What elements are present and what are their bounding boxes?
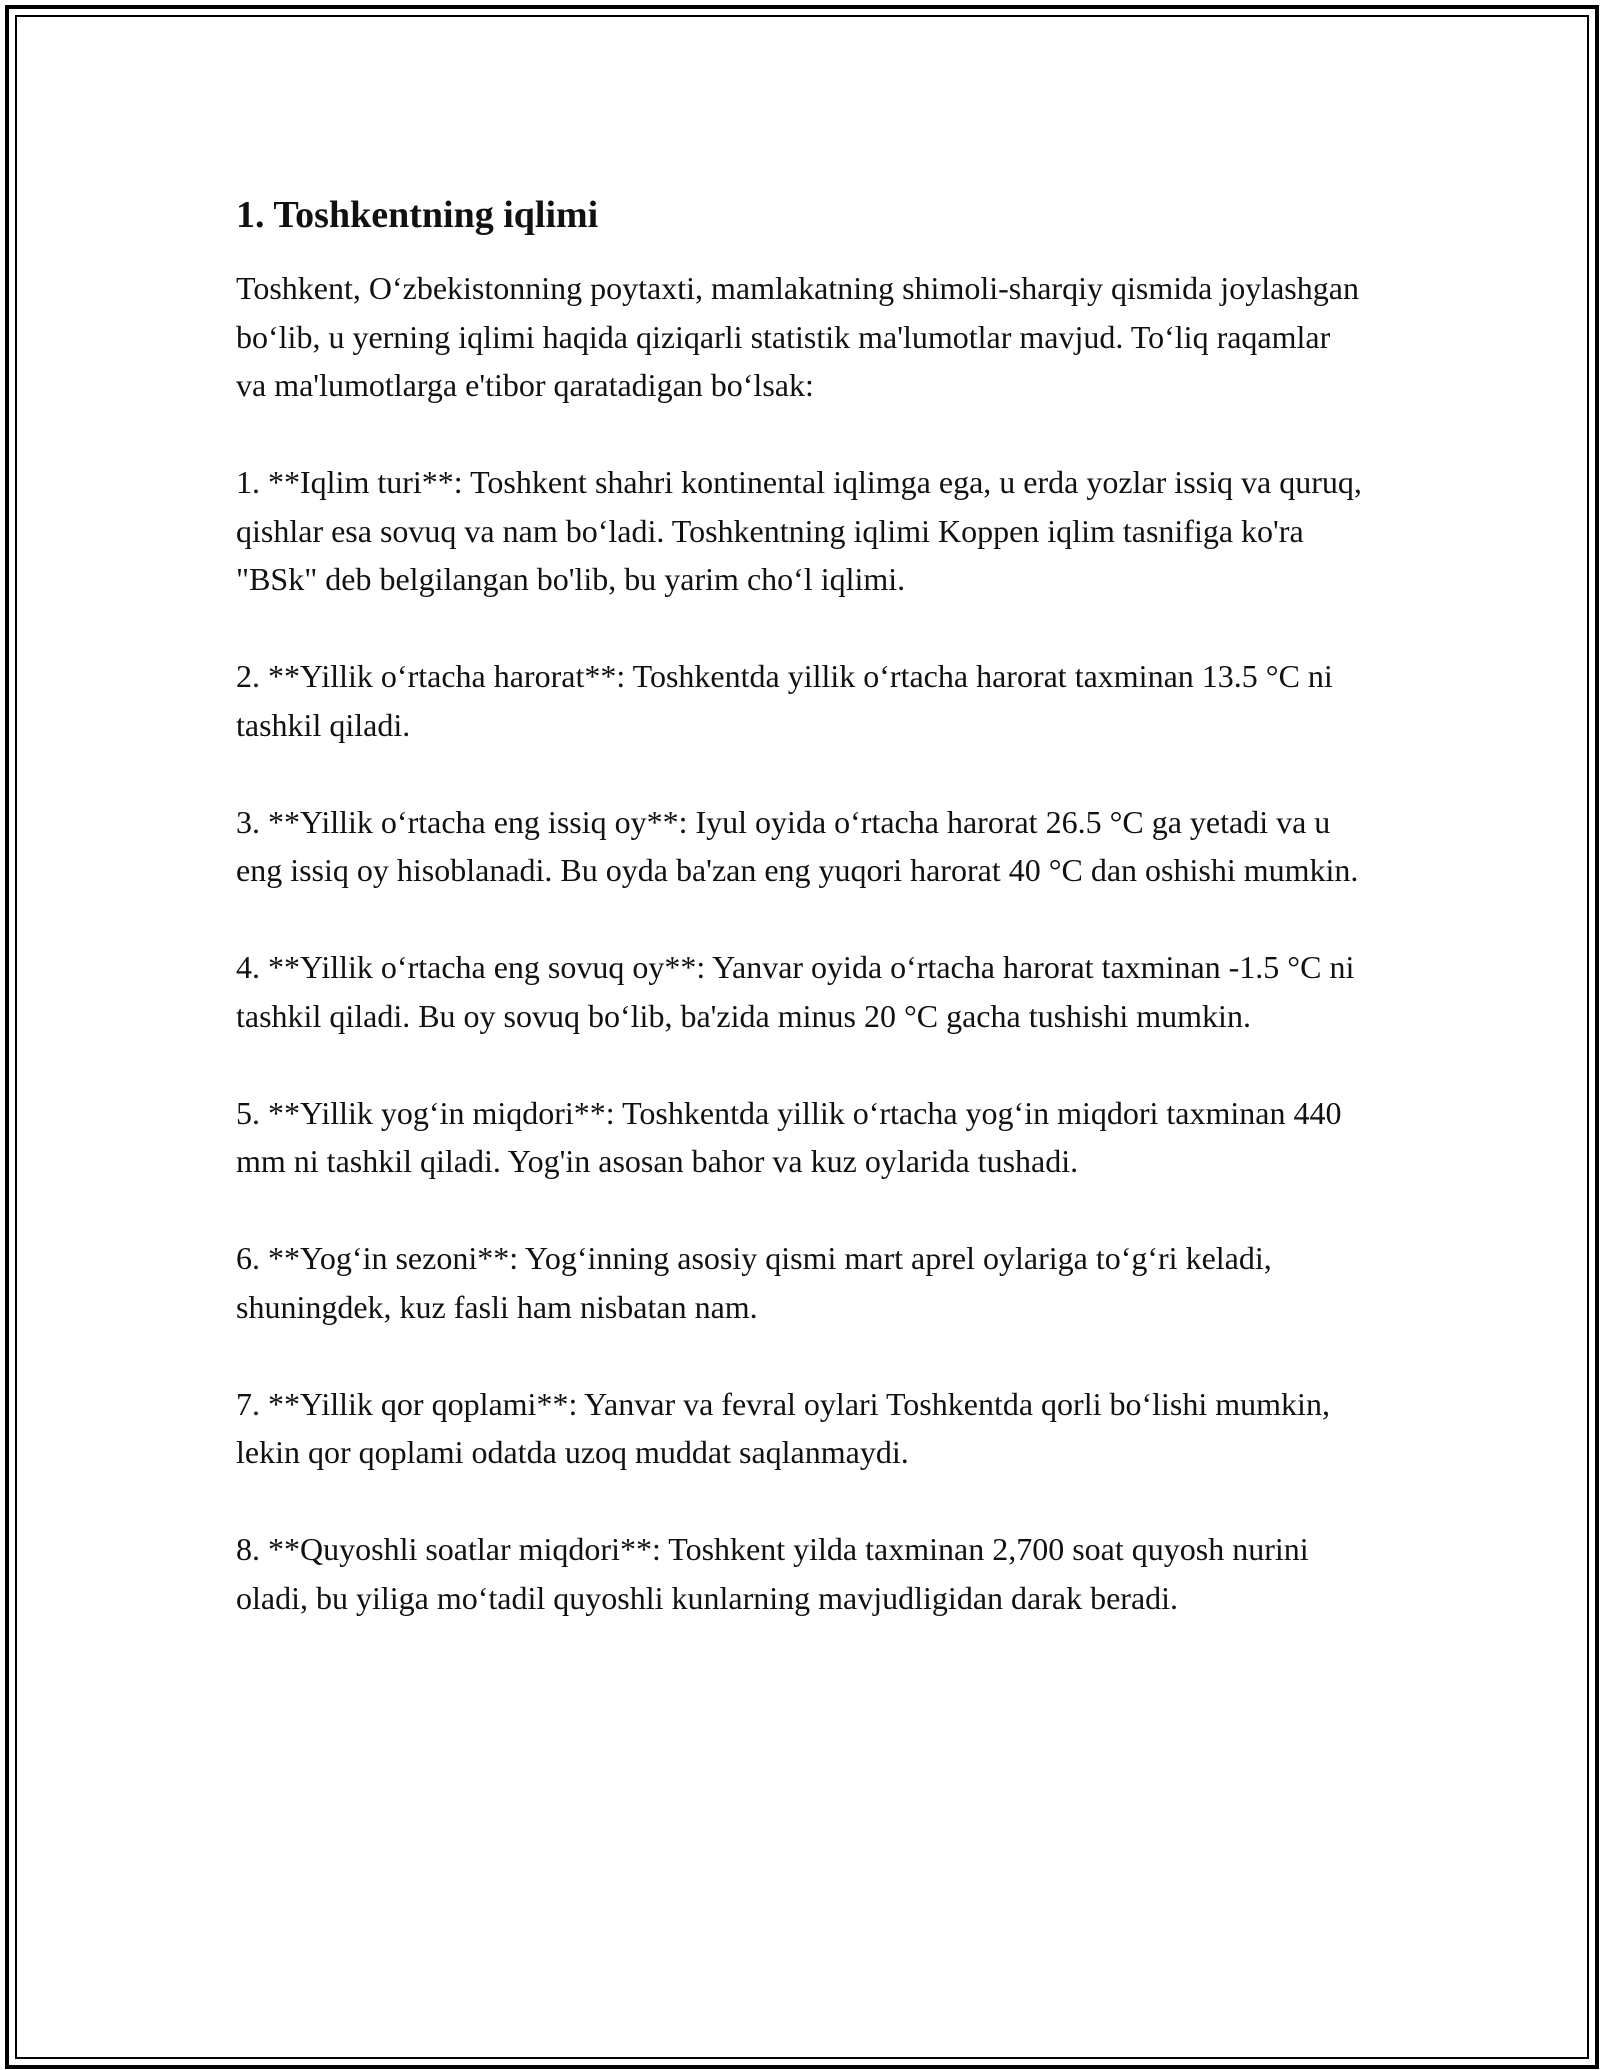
list-item-annual-precipitation: 5. **Yillik yog‘in miqdori**: Toshkentda yillik o‘rtacha yog‘in miqdori taxminan 440 mm ni tashkil qiladi. Yog'in asosan bahor va kuz oylarida tushadi.	[236, 1094, 1342, 1179]
list-item-coldest-month: 4. **Yillik o‘rtacha eng sovuq oy**: Yanvar oyida o‘rtacha harorat taxminan -1.5 °C ni tashkil qiladi. Bu oy sovuq bo‘lib, ba'zida minus 20 °C gacha tushishi mumkin.	[236, 949, 1355, 1034]
intro-paragraph: Toshkent, O‘zbekistonning poytaxti, mamlakatning shimoli-sharqiy qismida joylashgan bo‘lib, u yerning iqlimi haqida qiziqarli statistik ma'lumotlar mavjud. To‘liq raqamlar va ma'lumotlarga e'tibor qaratadigan bo‘lsak:	[236, 270, 1359, 403]
list-item-sunshine-hours: 8. **Quyoshli soatlar miqdori**: Toshkent yilda taxminan 2,700 soat quyosh nurini oladi, bu yiliga mo‘tadil quyoshli kunlarning mavjudligidan darak beradi.	[236, 1531, 1309, 1616]
document-body	[236, 188, 1366, 1622]
list-item-climate-type: 1. **Iqlim turi**: Toshkent shahri kontinental iqlimga ega, u erda yozlar issiq va quruq, qishlar esa sovuq va nam bo‘ladi. Toshkentning iqlimi Koppen iqlim tasnifiga ko'ra "BSk" deb belgilangan bo'lib, bu yarim cho‘l iqlimi.	[236, 464, 1362, 597]
list-item-hottest-month: 3. **Yillik o‘rtacha eng issiq oy**: Iyul oyida o‘rtacha harorat 26.5 °C ga yetadi va u eng issiq oy hisoblanadi. Bu oyda ba'zan eng yuqori harorat 40 °C dan oshishi mumkin.	[236, 803, 1359, 888]
list-item-precipitation-season: 6. **Yog‘in sezoni**: Yog‘inning asosiy qismi mart aprel oylariga to‘g‘ri keladi, shuningdek, kuz fasli ham nisbatan nam.	[236, 1240, 1272, 1325]
list-item-snow-cover: 7. **Yillik qor qoplami**: Yanvar va fevral oylari Toshkentda qorli bo‘lishi mumkin, lekin qor qoplami odatda uzoq muddat saqlanmaydi.	[236, 1385, 1330, 1470]
list-item-annual-avg-temperature: 2. **Yillik o‘rtacha harorat**: Toshkentda yillik o‘rtacha harorat taxminan 13.5 °C ni tashkil qiladi.	[236, 658, 1333, 743]
document-title: 1. Toshkentning iqlimi	[236, 194, 599, 236]
